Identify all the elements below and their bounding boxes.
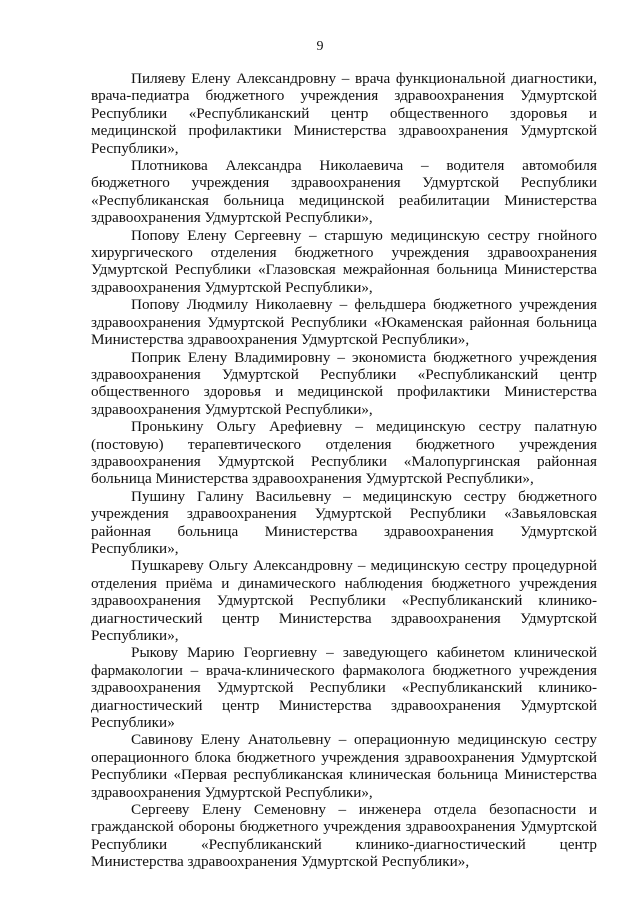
list-item: Савинову Елену Анатольевну – операционную медицинскую сестру операционного блока бюджетного учреждения здравоохранения Удмуртской Республики «Первая республиканская клиническая больница Министерства здравоохранения Удмуртской Республики», xyxy=(91,731,597,801)
page-number: 9 xyxy=(316,39,324,54)
award-list xyxy=(91,70,597,871)
list-item: Плотникова Александра Николаевича – водителя автомобиля бюджетного учреждения здравоохранения Удмуртской Республики «Республиканская больница медицинской реабилитации Министерства здравоохранения Удмуртской Республики», xyxy=(91,157,597,227)
list-item: Пиляеву Елену Александровну – врача функциональной диагностики, врача-педиатра бюджетного учреждения здравоохранения Удмуртской Республики «Республиканский центр общественного здоровья и медицинской профилактики Министерства здравоохранения Удмуртской Республики», xyxy=(91,70,597,157)
list-item: Рыкову Марию Георгиевну – заведующего кабинетом клинической фармакологии – врача-клинического фармаколога бюджетного учреждения здравоохранения Удмуртской Республики «Республиканский клинико-диагностический центр Министерства здравоохранения Удмуртской Республики» xyxy=(91,644,597,732)
list-item: Пронькину Ольгу Арефиевну – медицинскую сестру палатную (постовую) терапевтического отделения бюджетного учреждения здравоохранения Удмуртской Республики «Малопургинская районная больница Министерства здравоохранения Удмуртской Республики», xyxy=(91,418,597,488)
list-item: Попову Елену Сергеевну – старшую медицинскую сестру гнойного хирургического отделения бюджетного учреждения здравоохранения Удмуртской Республики «Глазовская межрайонная больница Министерства здравоохранения Удмуртской Республики», xyxy=(91,226,597,296)
list-item: Попову Людмилу Николаевну – фельдшера бюджетного учреждения здравоохранения Удмуртской Республики «Юкаменская районная больница Министерства здравоохранения Удмуртской Республики», xyxy=(91,296,597,349)
list-item: Поприк Елену Владимировну – экономиста бюджетного учреждения здравоохранения Удмуртской Республики «Республиканский центр общественного здоровья и медицинской профилактики Министерства здравоохранения Удмуртской Республики», xyxy=(91,348,597,418)
list-item: Сергееву Елену Семеновну – инженера отдела безопасности и гражданской обороны бюджетного учреждения здравоохранения Удмуртской Республики «Республиканский клинико-диагностический центр Министерства здравоохранения Удмуртской Республики», xyxy=(91,801,597,871)
list-item: Пушину Галину Васильевну – медицинскую сестру бюджетного учреждения здравоохранения Удмуртской Республики «Завьяловская районная больница Министерства здравоохранения Удмуртской Республики», xyxy=(91,487,597,557)
list-item: Пушкареву Ольгу Александровну – медицинскую сестру процедурной отделения приёма и динамического наблюдения бюджетного учреждения здравоохранения Удмуртской Республики «Республиканский клинико-диагностический центр Министерства здравоохранения Удмуртской Республики», xyxy=(91,557,597,644)
